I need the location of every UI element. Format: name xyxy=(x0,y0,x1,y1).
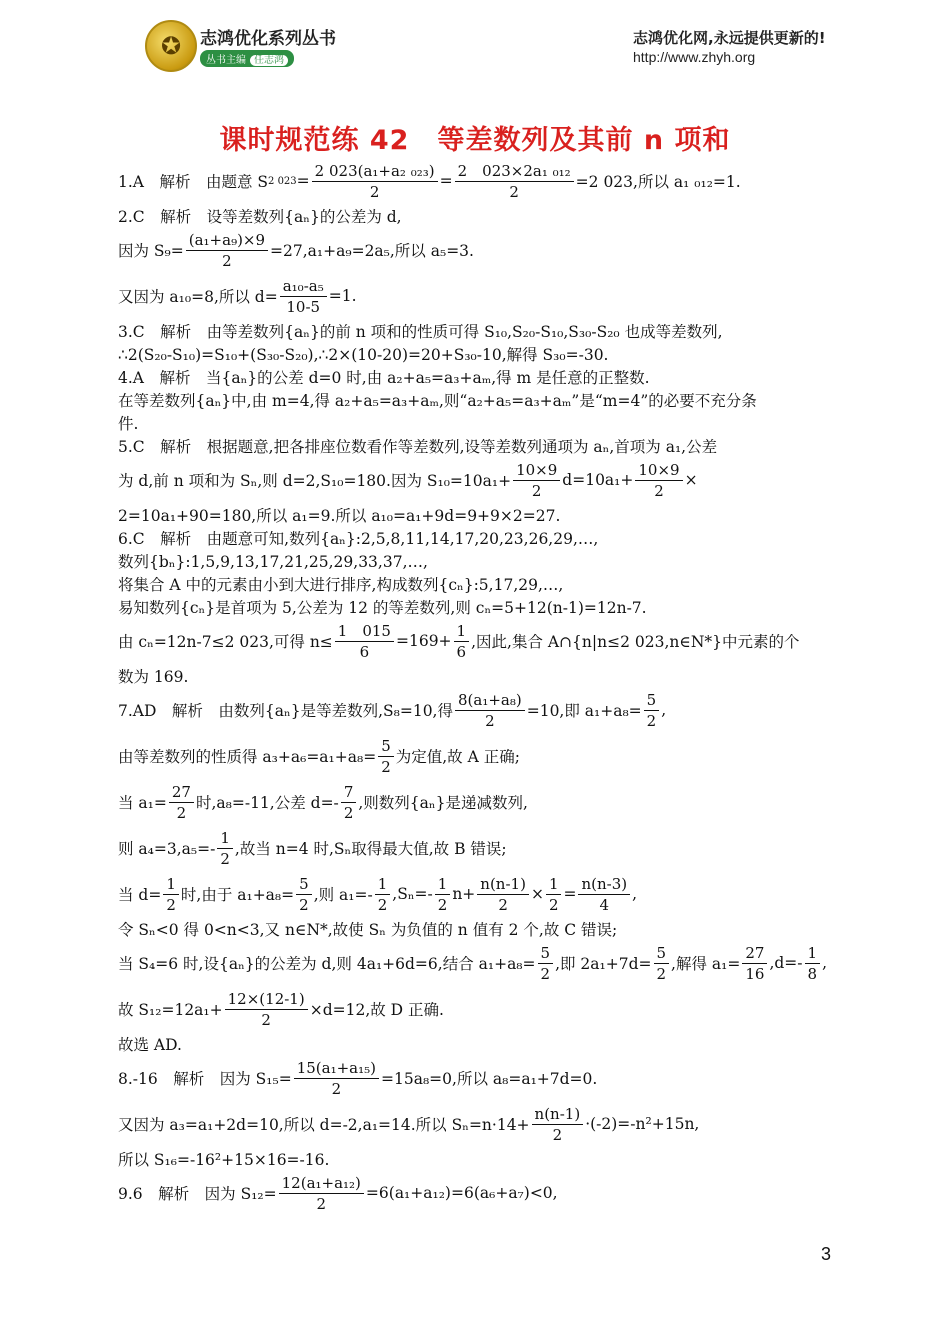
numerator: 5 xyxy=(296,875,312,895)
text: , xyxy=(661,701,667,719)
text: 时,由于 a₁+a₈= xyxy=(180,886,295,904)
text: 为定值,故 A 正确; xyxy=(395,748,520,766)
answer-7-line-8 xyxy=(118,986,834,1032)
answer-6-line-4: 易知数列{cₙ}是首项为 5,公差为 12 的等差数列,则 cₙ=5+12(n-1)=12n-7. xyxy=(118,598,647,617)
numerator: 1 xyxy=(546,875,562,895)
numerator: a₁₀-a₅ xyxy=(280,277,327,297)
text: , xyxy=(822,954,827,972)
fraction xyxy=(341,783,357,822)
text: 时,a₈=-11,公差 d=- xyxy=(195,794,339,812)
text: 当 S₄=6 时,设{aₙ}的公差为 d,则 4a₁+6d=6,结合 a₁+a₈= xyxy=(118,955,536,973)
denominator: 2 xyxy=(646,711,657,730)
text: =2 023,所以 a₁ ₀₁₂=1. xyxy=(575,173,741,191)
text: ,则 a₁=- xyxy=(313,886,373,904)
page-title: 课时规范练 42 等差数列及其前 n 项和 xyxy=(219,125,731,156)
denominator: 2 xyxy=(316,1194,327,1213)
fraction xyxy=(532,1105,584,1144)
answer-6-line-5 xyxy=(118,618,834,664)
denominator: 2 xyxy=(654,481,664,500)
text: n+ xyxy=(452,885,476,903)
text: ,故当 n=4 时,Sₙ取得最大值,故 B 错误; xyxy=(234,840,507,858)
denominator: 2 xyxy=(509,182,519,201)
text: ,解得 a₁= xyxy=(671,955,741,973)
answer-5-line-3: 2=10a₁+90=180,所以 a₁=9.所以 a₁₀=a₁+9d=9+9×2=27. xyxy=(118,506,561,525)
text: = xyxy=(563,885,577,903)
text: 8.-16 解析 因为 S₁₅= xyxy=(118,1070,292,1088)
text: 当 d= xyxy=(118,886,162,904)
answer-1-line-1 xyxy=(118,158,834,204)
answer-7-line-7 xyxy=(118,940,834,986)
site-url[interactable]: http://www.zhyh.org xyxy=(633,49,756,65)
denominator: 2 xyxy=(166,895,176,914)
numerator: 1 xyxy=(375,875,391,895)
answer-6-line-6: 数为 169. xyxy=(118,667,189,686)
text: ,因此,集合 A∩{n|n≤2 023,n∈N*}中元素的个 xyxy=(471,633,800,651)
numerator: 5 xyxy=(378,737,394,757)
answer-7-line-3 xyxy=(118,779,834,825)
denominator: 2 xyxy=(548,895,559,914)
fraction xyxy=(742,944,767,983)
answer-6-line-1: 6.C 解析 由题意可知,数列{aₙ}:2,5,8,11,14,17,20,23,26,29,…, xyxy=(118,529,599,548)
text: = xyxy=(296,172,310,190)
answer-6-line-2: 数列{bₙ}:1,5,9,13,17,21,25,29,33,37,…, xyxy=(118,552,428,571)
text: ×d=12,故 D 正确. xyxy=(309,1001,444,1019)
denominator: 2 xyxy=(331,1079,342,1098)
denominator: 2 xyxy=(369,182,380,201)
fraction xyxy=(279,1174,364,1213)
text: 由等差数列的性质得 a₃+a₆=a₁+a₈= xyxy=(118,748,377,766)
denominator: 2 xyxy=(220,849,230,868)
numerator: 5 xyxy=(644,691,660,711)
fraction xyxy=(335,622,394,661)
page-number: 3 xyxy=(821,1244,832,1264)
text: 则 a₄=3,a₅=- xyxy=(118,840,216,858)
numerator: n(n-1) xyxy=(477,875,529,895)
fraction xyxy=(163,875,179,914)
numerator: 27 xyxy=(742,944,767,964)
denominator: 2 xyxy=(485,711,495,730)
text: ·(-2)=-n²+15n, xyxy=(585,1115,700,1133)
answer-3-line-1: 3.C 解析 由等差数列{aₙ}的前 n 项和的性质可得 S₁₀,S₂₀-S₁₀,S₃₀-S₂₀ 也成等差数列, xyxy=(118,322,723,341)
denominator: 2 xyxy=(498,895,508,914)
text: × xyxy=(684,471,698,489)
brand-subtitle xyxy=(200,50,294,67)
denominator: 2 xyxy=(656,964,667,983)
fraction xyxy=(546,875,562,914)
answer-5-line-2 xyxy=(118,457,834,503)
numerator: 8(a₁+a₈) xyxy=(455,691,525,711)
answer-4-line-3: 件. xyxy=(118,414,139,433)
answer-4-line-2: 在等差数列{aₙ}中,由 m=4,得 a₂+a₅=a₃+aₘ,则“a₂+a₅=a₃+aₘ”是“m=4”的必要不充分条 xyxy=(118,391,757,410)
text: =1. xyxy=(328,287,357,305)
seal-logo-icon: ✪ xyxy=(145,20,197,72)
text: 因为 S₉= xyxy=(118,242,184,260)
numerator: 2 023(a₁+a₂ ₀₂₃) xyxy=(312,162,438,182)
denominator: 6 xyxy=(359,642,370,661)
fraction xyxy=(217,829,233,868)
denominator: 2 xyxy=(377,895,388,914)
text: 又因为 a₁₀=8,所以 d= xyxy=(118,288,278,306)
text: 9.6 解析 因为 S₁₂= xyxy=(118,1185,277,1203)
text: ,即 2a₁+7d= xyxy=(555,955,652,973)
text: 1.A 解析 由题意 S xyxy=(118,173,269,191)
numerator: 12×(12-1) xyxy=(225,990,308,1010)
numerator: 10×9 xyxy=(635,461,682,481)
numerator: 1 xyxy=(163,875,179,895)
fraction xyxy=(294,1059,379,1098)
fraction xyxy=(513,461,560,500)
fraction xyxy=(169,783,194,822)
text: =169+ xyxy=(395,632,452,650)
fraction xyxy=(578,875,630,914)
brand-sub-right: 任志鸿 xyxy=(250,55,288,66)
numerator: (a₁+a₉)×9 xyxy=(186,231,268,251)
text: = xyxy=(439,172,453,190)
answer-5-line-1: 5.C 解析 根据题意,把各排座位数看作等差数列,设等差数列通项为 aₙ,首项为 a₁,公差 xyxy=(118,437,718,456)
fraction xyxy=(312,162,438,201)
fraction xyxy=(635,461,682,500)
numerator: 1 xyxy=(435,875,451,895)
numerator: 1 xyxy=(454,622,470,642)
fraction xyxy=(477,875,529,914)
fraction xyxy=(280,277,327,316)
text: ,则数列{aₙ}是递减数列, xyxy=(358,794,528,812)
fraction xyxy=(454,622,470,661)
answer-7-line-4 xyxy=(118,825,834,871)
text: , xyxy=(632,885,638,903)
denominator: 2 xyxy=(540,964,551,983)
fraction xyxy=(186,231,268,270)
answer-8-line-1 xyxy=(118,1055,834,1101)
fraction xyxy=(375,875,391,914)
text: × xyxy=(530,885,544,903)
slogan: 志鸿优化网,永远提供更新的! xyxy=(633,29,826,47)
fraction xyxy=(455,691,525,730)
answer-7-line-6: 令 Sₙ<0 得 0<n<3,又 n∈N*,故使 Sₙ 为负值的 n 值有 2 个,故 C 错误; xyxy=(118,920,618,939)
numerator: 7 xyxy=(341,783,357,803)
answer-7-line-2 xyxy=(118,733,834,779)
denominator: 2 xyxy=(343,803,354,822)
fraction xyxy=(654,944,670,983)
fraction xyxy=(538,944,554,983)
page-header xyxy=(0,0,950,100)
answer-7-line-5 xyxy=(118,871,834,917)
text: 当 a₁= xyxy=(118,794,167,812)
text: =15a₈=0,所以 a₈=a₁+7d=0. xyxy=(381,1070,598,1088)
text: ,Sₙ=- xyxy=(392,885,433,903)
numerator: 5 xyxy=(654,944,670,964)
denominator: 2 xyxy=(381,757,391,776)
text: 由 cₙ=12n-7≤2 023,可得 n≤ xyxy=(118,633,333,651)
denominator: 2 xyxy=(176,803,187,822)
answer-2-line-2 xyxy=(118,227,834,273)
answer-4-line-1: 4.A 解析 当{aₙ}的公差 d=0 时,由 a₂+a₅=a₃+aₘ,得 m 是任意的正整数. xyxy=(118,368,650,387)
denominator: 4 xyxy=(599,895,610,914)
text: 故 S₁₂=12a₁+ xyxy=(118,1001,223,1019)
answer-6-line-3: 将集合 A 中的元素由小到大进行排序,构成数列{cₙ}:5,17,29,…, xyxy=(118,575,564,594)
denominator: 8 xyxy=(807,964,818,983)
answer-content xyxy=(118,158,834,1216)
numerator: 1 015 xyxy=(335,622,394,642)
fraction xyxy=(435,875,451,914)
fraction xyxy=(644,691,660,730)
fraction xyxy=(805,944,821,983)
denominator: 2 xyxy=(222,251,232,270)
numerator: 1 xyxy=(217,829,233,849)
fraction xyxy=(378,737,394,776)
numerator: 12(a₁+a₁₂) xyxy=(279,1174,364,1194)
answer-8-line-2 xyxy=(118,1101,834,1147)
numerator: 15(a₁+a₁₅) xyxy=(294,1059,379,1079)
numerator: 5 xyxy=(538,944,554,964)
numerator: n(n-3) xyxy=(578,875,630,895)
text: ,d=- xyxy=(769,954,803,972)
fraction xyxy=(455,162,574,201)
numerator: 27 xyxy=(169,783,194,803)
denominator: 6 xyxy=(456,642,467,661)
text: 又因为 a₃=a₁+2d=10,所以 d=-2,a₁=14.所以 Sₙ=n·14+ xyxy=(118,1116,530,1134)
answer-2-line-3 xyxy=(118,273,834,319)
answer-8-line-3: 所以 S₁₆=-16²+15×16=-16. xyxy=(118,1150,330,1169)
denominator: 2 xyxy=(261,1010,271,1029)
fraction xyxy=(296,875,312,914)
answer-7-line-9: 故选 AD. xyxy=(118,1035,182,1054)
numerator: 10×9 xyxy=(513,461,560,481)
denominator: 2 xyxy=(299,895,309,914)
denominator: 10-5 xyxy=(286,297,321,316)
answer-9-line-1 xyxy=(118,1170,834,1216)
fraction xyxy=(225,990,308,1029)
denominator: 16 xyxy=(745,964,765,983)
text: 7.AD 解析 由数列{aₙ}是等差数列,S₈=10,得 xyxy=(118,702,453,720)
numerator: 2 023×2a₁ ₀₁₂ xyxy=(455,162,574,182)
text: 为 d,前 n 项和为 Sₙ,则 d=2,S₁₀=180.因为 S₁₀=10a₁+ xyxy=(118,472,512,490)
answer-7-line-1 xyxy=(118,687,834,733)
denominator: 2 xyxy=(552,1125,563,1144)
text: =27,a₁+a₉=2a₅,所以 a₅=3. xyxy=(270,242,474,260)
numerator: n(n-1) xyxy=(532,1105,584,1125)
denominator: 2 xyxy=(437,895,448,914)
answer-3-line-2: ∴2(S₂₀-S₁₀)=S₁₀+(S₃₀-S₂₀),∴2×(10-20)=20+S₃₀-10,解得 S₃₀=-30. xyxy=(118,345,609,364)
denominator: 2 xyxy=(531,481,542,500)
text: =10,即 a₁+a₈= xyxy=(526,702,642,720)
text: =6(a₁+a₁₂)=6(a₆+a₇)<0, xyxy=(365,1184,558,1202)
answer-2-line-1: 2.C 解析 设等差数列{aₙ}的公差为 d, xyxy=(118,207,402,226)
brand-title: 志鸿优化系列丛书 xyxy=(200,29,336,49)
text-sub: 2 023 xyxy=(268,175,297,187)
brand-sub-left: 丛书主编 xyxy=(206,55,246,66)
text: d=10a₁+ xyxy=(562,471,634,489)
numerator: 1 xyxy=(805,944,821,964)
